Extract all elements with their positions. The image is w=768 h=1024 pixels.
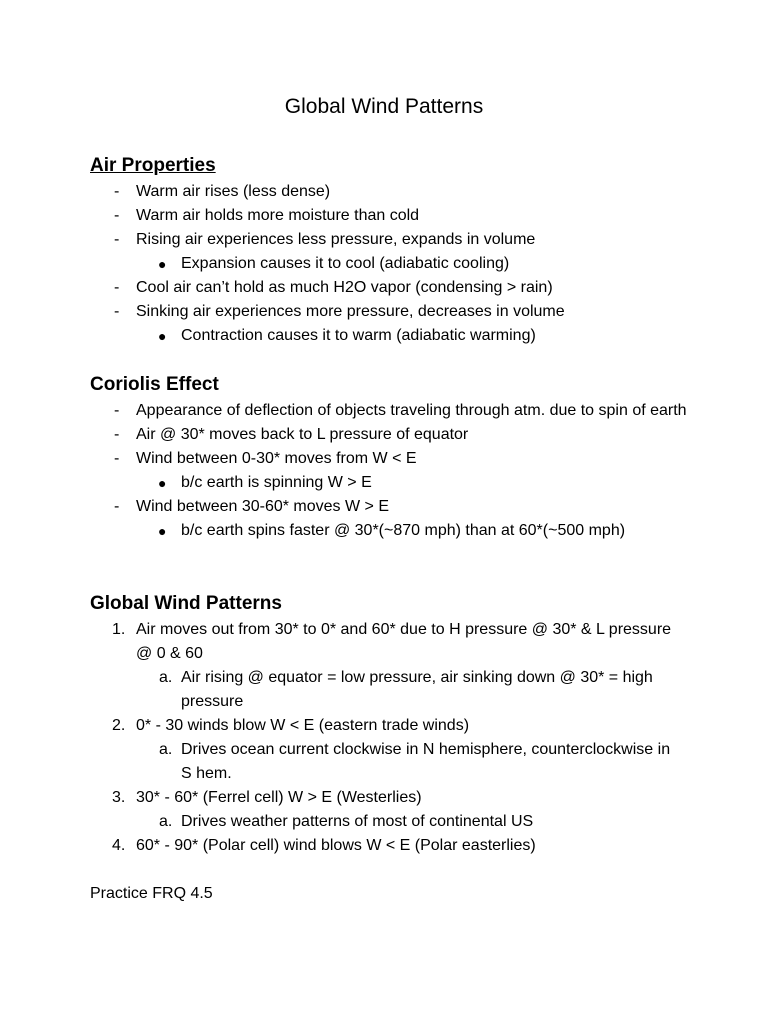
list-item [0, 810, 676, 834]
list-item-text: Sinking air experiences more pressure, decreases in volume [136, 303, 565, 320]
list-item [0, 471, 701, 495]
bullet-icon: ● [158, 328, 167, 344]
list-item [0, 834, 676, 858]
list-item [0, 252, 701, 276]
list-item [0, 423, 701, 447]
number-marker: 3. [112, 789, 126, 806]
dash-marker: - [114, 231, 120, 248]
list-item-text: Rising air experiences less pressure, expands in volume [136, 231, 536, 248]
list-item [0, 714, 676, 738]
bullet-icon: ● [158, 523, 167, 539]
list-item [0, 324, 701, 348]
footer-note: Practice FRQ 4.5 [90, 885, 213, 902]
list-item-text: 30* - 60* (Ferrel cell) W > E (Westerlies) [136, 789, 422, 806]
air-properties-list [0, 180, 701, 348]
list-item-text: Wind between 0-30* moves from W < E [136, 450, 417, 467]
list-item [0, 786, 676, 810]
list-item [0, 180, 701, 204]
bullet-icon: ● [158, 256, 167, 272]
letter-marker: a. [159, 741, 173, 758]
list-item-text: 0* - 30 winds blow W < E (eastern trade winds) [136, 717, 470, 734]
number-marker: 2. [112, 717, 126, 734]
list-item-text: Drives weather patterns of most of continental US [181, 813, 534, 830]
list-item-text: Wind between 30-60* moves W > E [136, 498, 390, 515]
number-marker: 4. [112, 837, 126, 854]
list-item-text: Cool air can’t hold as much H2O vapor (condensing > rain) [136, 279, 553, 296]
section-heading-coriolis-effect: Coriolis Effect [90, 374, 219, 395]
list-item-text: Drives ocean current clockwise in N hemisphere, counterclockwise in S hem. [181, 741, 671, 782]
list-item [0, 447, 701, 471]
list-item-text: Air @ 30* moves back to L pressure of equator [136, 426, 469, 443]
list-item [0, 300, 701, 324]
letter-marker: a. [159, 669, 173, 686]
list-item-text: b/c earth is spinning W > E [181, 474, 372, 491]
list-item [0, 495, 701, 519]
list-item [0, 399, 701, 423]
list-item-text: Contraction causes it to warm (adiabatic warming) [181, 327, 536, 344]
list-item-text: b/c earth spins faster @ 30*(~870 mph) than at 60*(~500 mph) [181, 522, 626, 539]
list-item-text: Warm air rises (less dense) [136, 183, 331, 200]
dash-marker: - [114, 207, 120, 224]
bullet-icon: ● [158, 475, 167, 491]
global-wind-patterns-list [0, 618, 676, 858]
dash-marker: - [114, 426, 120, 443]
list-item [0, 228, 701, 252]
dash-marker: - [114, 279, 120, 296]
list-item [0, 519, 701, 543]
list-item-text: Air moves out from 30* to 0* and 60* due to H pressure @ 30* & L pressure @ 0 & 60 [136, 621, 672, 662]
dash-marker: - [114, 450, 120, 467]
list-item [0, 276, 701, 300]
section-heading-global-wind-patterns: Global Wind Patterns [90, 593, 282, 614]
dash-marker: - [114, 402, 120, 419]
list-item [0, 204, 701, 228]
letter-marker: a. [159, 813, 173, 830]
section-heading-air-properties: Air Properties [90, 155, 216, 176]
list-item [0, 618, 676, 666]
list-item-text: Appearance of deflection of objects traveling through atm. due to spin of earth [136, 402, 687, 419]
list-item-text: Warm air holds more moisture than cold [136, 207, 420, 224]
dash-marker: - [114, 498, 120, 515]
list-item [0, 738, 676, 786]
dash-marker: - [114, 303, 120, 320]
list-item-text: 60* - 90* (Polar cell) wind blows W < E (Polar easterlies) [136, 837, 536, 854]
list-item-text: Expansion causes it to cool (adiabatic cooling) [181, 255, 510, 272]
dash-marker: - [114, 183, 120, 200]
page-title: Global Wind Patterns [284, 95, 484, 118]
list-item-text: Air rising @ equator = low pressure, air sinking down @ 30* = high pressure [181, 669, 653, 710]
list-item [0, 666, 676, 714]
number-marker: 1. [112, 621, 126, 638]
coriolis-effect-list [0, 399, 701, 543]
